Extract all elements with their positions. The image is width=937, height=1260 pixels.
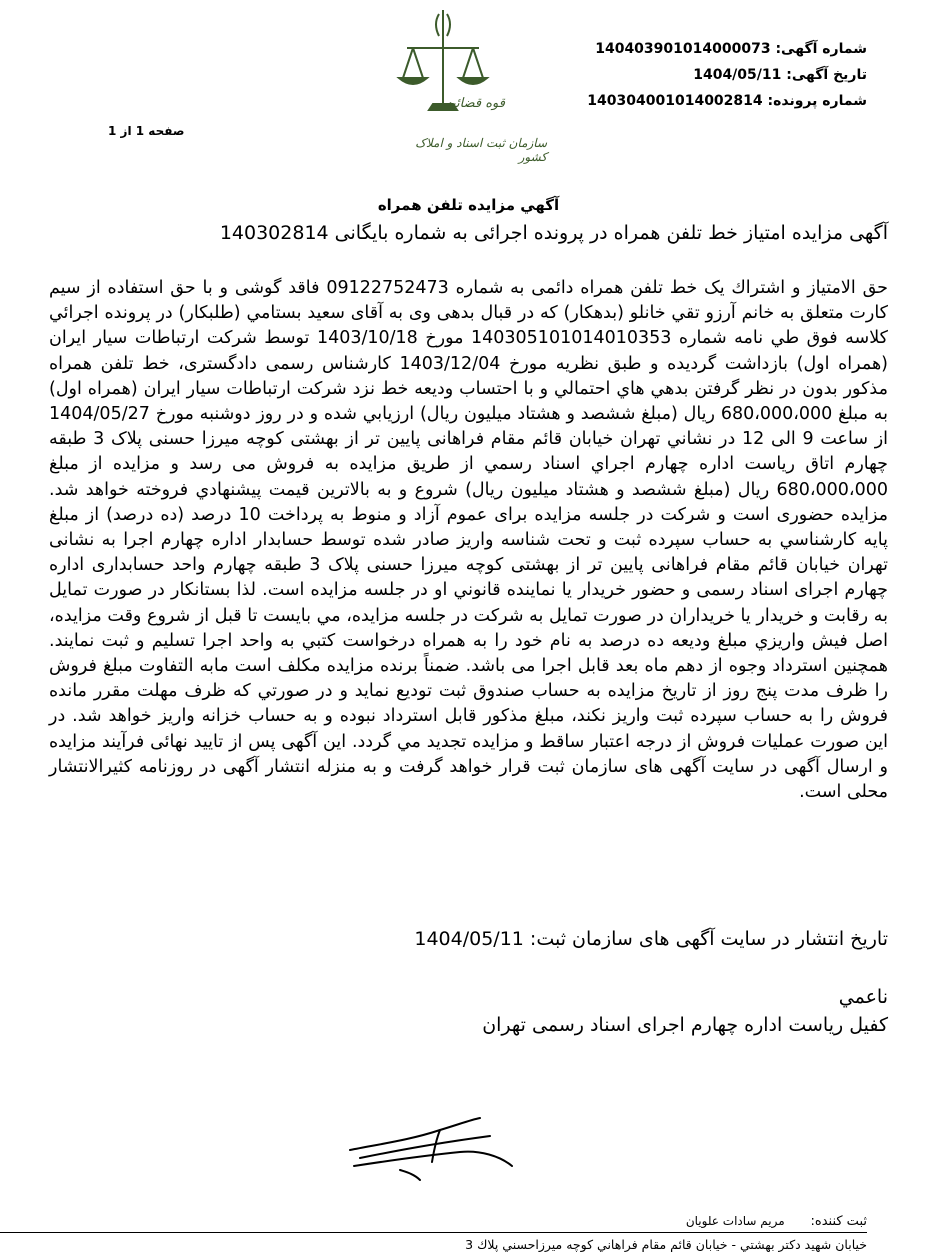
notice-number-label: شماره آگهی: bbox=[775, 41, 867, 57]
emblem-line1: قوه قضائیه bbox=[445, 96, 505, 111]
publication-date: 1404/05/11 bbox=[414, 928, 524, 950]
publication-date-line bbox=[414, 928, 888, 950]
signatory-name: ناعمي bbox=[838, 986, 888, 1008]
emblem-line2: سازمان ثبت اسناد و املاک کشور bbox=[415, 136, 547, 164]
footer-divider bbox=[0, 1232, 867, 1233]
case-number-label: شماره پرونده: bbox=[767, 93, 867, 109]
notice-date: 1404/05/11 bbox=[693, 67, 782, 83]
signatory-title: کفیل ریاست اداره چهارم اجرای اسناد رسمی تهران bbox=[482, 1014, 888, 1036]
handwritten-signature bbox=[340, 1100, 520, 1190]
registrar-line bbox=[686, 1214, 867, 1229]
footer-address: خيابان شهيد دكتر بهشتي - خيابان قائم مقام فراهاني كوچه ميرزاحسني پلاك 3 bbox=[465, 1237, 867, 1252]
registrar-label: ثبت کننده: bbox=[810, 1214, 867, 1229]
page-subtitle: آگهی مزایده امتیاز خط تلفن همراه در پرونده اجرائی به شماره بایگانی 140302814 bbox=[219, 222, 888, 244]
publication-date-label: تاریخ انتشار در سایت آگهی های سازمان ثبت: bbox=[529, 928, 888, 950]
registrar-name: مريم سادات علويان bbox=[685, 1214, 785, 1228]
judiciary-emblem bbox=[383, 4, 583, 164]
notice-date-label: تاریخ آگهی: bbox=[786, 67, 867, 83]
notice-body: حق الامتياز و اشتراك يک خط تلفن همراه دائمی به شماره 09122752473 فاقد گوشی و با حق استفاده از سيم كارت متعلق به خانم آرزو تقي خانلو (بدهكار) كه در قبال بدهی وی به آقای سعيد بستامي (طلبكار) در پرونده اجرائي كلاسه فوق طي نامه شماره 140305101014010353 مورخ 1403/10/18 توسط شركت ارتباطات سيار ايران (همراه اول) بازداشت گرديده و طبق نظريه مورخ 1403/12/04 كارشناس رسمی دادگستری، خط تلفن همراه مذكور بدون در نظر گرفتن بدهي هاي احتمالي و با احتساب وديعه خط نزد شركت ارتباطات سيار ايران (همراه اول) به مبلغ 680،000،000 ريال (مبلغ ششصد و هشتاد ميليون ريال) ارزيابي شده و در روز دوشنبه مورخ 1404/05/27 از ساعت 9 الی 12 در نشاني تهران خيابان قائم مقام فراهانی پايين تر از بهشتی كوچه ميرزا حسنی پلاک 3 طبقه چهارم اتاق رياست اداره چهارم اجراي اسناد رسمي از طريق مزايده به فروش می رسد و مزايده از مبلغ 680،000،000 ريال (مبلغ ششصد و هشتاد ميليون ريال) شروع و به بالاترين قيمت پيشنهادي فروخته خواهد شد. مزايده حضوری است و شركت در جلسه مزايده برای عموم آزاد و منوط به پرداخت 10 درصد (ده درصد) از مبلغ پايه كارشناسي به حساب سپرده ثبت و تحت شناسه واريز صادر شده توسط حسابدار اداره چهارم اجرا به نشانی تهران خيابان قائم مقام فراهانی پايين تر از بهشتی كوچه ميرزا حسنی پلاک 3 طبقه چهارم واحد حسابداری اداره چهارم اجرای اسناد رسمی و حضور خريدار يا نماينده قانوني او در جلسه مزايده است. لذا بستانكار در صورت تمايل به رقابت و خريدار يا خريداران در صورت تمايل به شركت در جلسه مزايده، مي بايست تا قبل از شروع وقت مزايده، اصل فيش واريزي مبلغ وديعه ده درصد به نام خود را به همراه درخواست كتبي به واحد اجرا تسليم و ثبت نمايند. همچنین استرداد وجوه از دهم ماه بعد قابل اجرا می باشد. ضمناً برنده مزايده مكلف است مابه التفاوت مبلغ فروش را ظرف مدت پنج روز از تاريخ مزايده به حساب صندوق ثبت توديع نمايد و در صورتي كه ظرف مهلت مقرر مانده فروش را به حساب سپرده ثبت واريز نكند، مبلغ مذكور قابل استرداد نبوده و به حساب خزانه واريز خواهد شد. در اين صورت عمليات فروش از درجه اعتبار ساقط و مزايده تجديد مي گردد. این آگهی پس از تایید نهائی فرآیند مزایده و ارسال آگهی در سایت آگهی های سازمان ثبت قرار خواهد گرفت و به منزله انتشار آگهی در روزنامه کثیرالانتشار محلی است. bbox=[49, 278, 889, 803]
page-title: آگهي مزايده تلفن همراه bbox=[377, 196, 560, 214]
case-number: 140304001014002814 bbox=[587, 93, 763, 109]
notice-number: 140403901014000073 bbox=[595, 41, 771, 57]
page-indicator: صفحه 1 از 1 bbox=[108, 124, 185, 138]
